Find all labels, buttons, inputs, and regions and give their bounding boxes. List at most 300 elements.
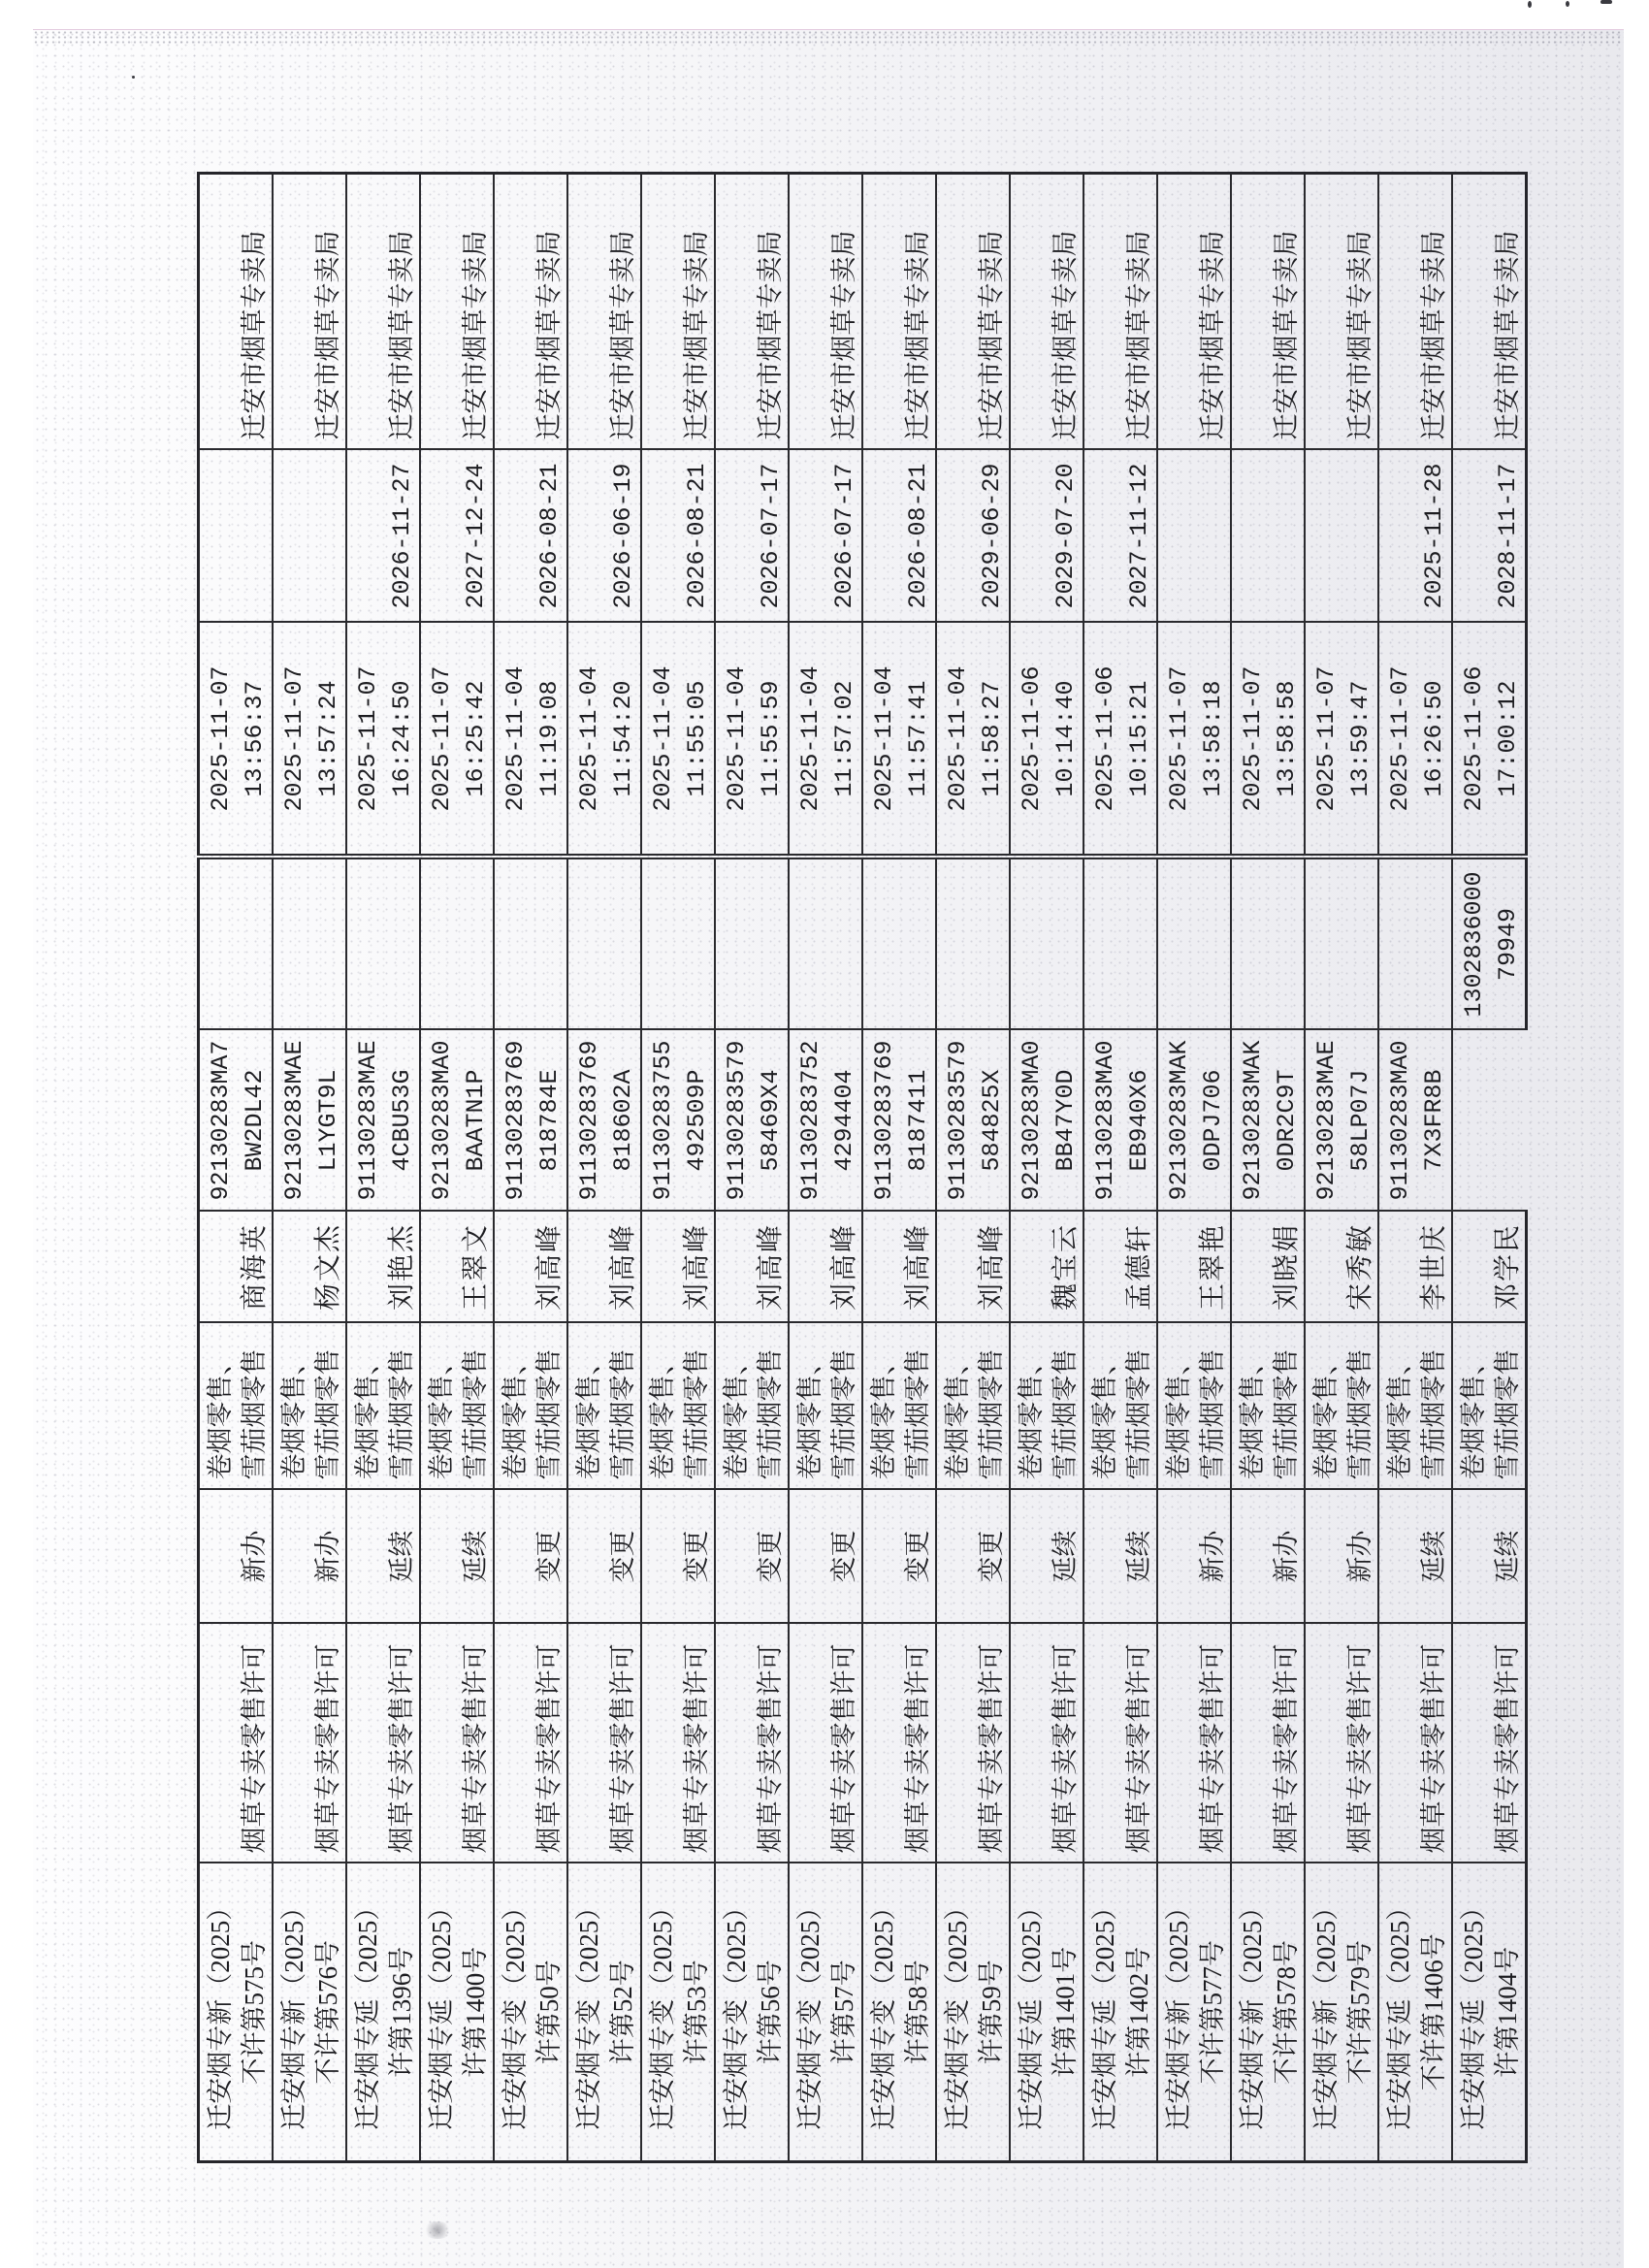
application-type-cell (273, 1490, 346, 1624)
expiry-date-cell (789, 450, 862, 623)
business-scope-cell (494, 1323, 567, 1490)
other-id-cell (715, 858, 789, 1030)
decision-clock: 16:25:42 (462, 680, 490, 797)
other-id-cell (862, 858, 936, 1030)
application-type: 延续 (387, 1530, 416, 1583)
business-scope-line1: 卷烟零售、 (1164, 1348, 1193, 1480)
other-id-cell (789, 858, 862, 1030)
permit-number-line1: 迁安烟专新（2025） (1238, 1894, 1267, 2130)
business-scope-cell (1083, 1323, 1157, 1490)
permit-number-cell (346, 1863, 420, 2162)
table-row (789, 174, 862, 2162)
permit-category: 烟草专卖零售许可 (461, 1643, 490, 1854)
permit-number-cell (1305, 1863, 1378, 2162)
holder-name: 刘高峰 (682, 1223, 712, 1312)
holder-name-cell (494, 1212, 567, 1323)
authority-cell (1231, 174, 1305, 450)
permit-number-cell (1231, 1863, 1305, 2162)
credit-code-cell (273, 1030, 346, 1212)
credit-code-line2: BB47Y0D (1051, 1069, 1080, 1172)
permit-number-line1: 迁安烟专延（2025） (1459, 1894, 1488, 2130)
business-scope-cell (1378, 1323, 1452, 1490)
application-type-cell (1010, 1490, 1083, 1624)
expiry-date-cell (346, 450, 420, 623)
other-id-cell (1452, 858, 1527, 1030)
permit-number-cell (1157, 1863, 1231, 2162)
holder-name: 刘高峰 (977, 1223, 1007, 1312)
application-type-cell (641, 1490, 715, 1624)
permit-number-line1: 迁安烟专延（2025） (1017, 1894, 1046, 2130)
application-type-cell (199, 1490, 274, 1624)
credit-code-cell (715, 1030, 789, 1212)
expiry-date: 2026-07-17 (757, 463, 785, 609)
business-scope-cell (1452, 1323, 1527, 1490)
decision-time-cell (1231, 623, 1305, 858)
expiry-date (200, 451, 238, 622)
decision-time-cell (420, 623, 494, 858)
decision-time-cell (199, 623, 274, 858)
application-type-cell (862, 1490, 936, 1624)
permit-number-line2: 许第58号 (903, 1960, 932, 2065)
expiry-date-cell (1452, 450, 1527, 623)
credit-code-line2: 818784E (535, 1069, 564, 1172)
other-id-cell (1378, 858, 1452, 1030)
application-type-cell (936, 1490, 1010, 1624)
credit-code-line1: 91130283MAE (354, 1040, 382, 1201)
application-type: 延续 (461, 1530, 490, 1583)
authority-cell (936, 174, 1010, 450)
decision-time-cell (641, 623, 715, 858)
business-scope-line1: 卷烟零售、 (427, 1348, 456, 1480)
credit-code-line1: 91130283769 (501, 1040, 530, 1201)
decision-clock: 16:24:50 (388, 680, 416, 797)
other-id-cell (420, 858, 494, 1030)
holder-name: 王翠文 (461, 1223, 491, 1312)
decision-date: 2025-11-07 (1386, 665, 1414, 812)
expiry-date-cell (273, 450, 346, 623)
business-scope-line2: 雪茄烟零售 (1345, 1348, 1374, 1480)
business-scope-cell (789, 1323, 862, 1490)
other-id-cell (1083, 858, 1157, 1030)
permit-category: 烟草专卖零售许可 (240, 1643, 269, 1854)
authority: 迁安市烟草专卖局 (313, 230, 342, 440)
holder-name-cell (1378, 1212, 1452, 1323)
expiry-date: 2027-11-12 (1125, 463, 1153, 609)
credit-code-line2: BW2DL42 (241, 1069, 269, 1172)
credit-code-line1: 92130283MA0 (428, 1040, 456, 1201)
business-scope-line2: 雪茄烟零售 (461, 1348, 490, 1480)
permit-number-line1: 迁安烟专新（2025） (1311, 1894, 1341, 2130)
application-type: 新办 (240, 1530, 269, 1583)
decision-clock: 11:57:02 (830, 680, 858, 797)
permit-category: 烟草专卖零售许可 (1272, 1643, 1301, 1854)
scan-speck (1600, 0, 1612, 4)
authority: 迁安市烟草专卖局 (461, 230, 490, 440)
permit-number-cell (273, 1863, 346, 2162)
authority-cell (494, 174, 567, 450)
application-type: 新办 (1198, 1530, 1227, 1583)
business-scope-line2: 雪茄烟零售 (240, 1348, 269, 1480)
permit-category: 烟草专卖零售许可 (682, 1643, 711, 1854)
permit-category: 烟草专卖零售许可 (608, 1643, 637, 1854)
authority: 迁安市烟草专卖局 (903, 230, 932, 440)
business-scope-cell (420, 1323, 494, 1490)
permit-category: 烟草专卖零售许可 (1345, 1643, 1374, 1854)
decision-time-cell (862, 623, 936, 858)
permit-category: 烟草专卖零售许可 (534, 1643, 564, 1854)
scan-top-band (33, 29, 1624, 44)
holder-name: 刘高峰 (903, 1223, 933, 1312)
application-type: 新办 (1272, 1530, 1301, 1583)
holder-name-cell (641, 1212, 715, 1323)
credit-code-line1: 91130283752 (796, 1040, 824, 1201)
credit-code-cell (1305, 1030, 1378, 1212)
business-scope-line2: 雪茄烟零售 (387, 1348, 416, 1480)
permit-number-cell (494, 1863, 567, 2162)
expiry-date-cell (1083, 450, 1157, 623)
application-type-cell (789, 1490, 862, 1624)
other-id-cell (1157, 858, 1231, 1030)
other-id-cell (1231, 858, 1305, 1030)
authority: 迁安市烟草专卖局 (608, 230, 637, 440)
business-scope-line2: 雪茄烟零售 (1272, 1348, 1301, 1480)
permit-category: 烟草专卖零售许可 (756, 1643, 785, 1854)
permit-category: 烟草专卖零售许可 (1051, 1643, 1080, 1854)
credit-code-cell (936, 1030, 1010, 1212)
expiry-date-cell (199, 450, 274, 623)
credit-code-cell (1083, 1030, 1157, 1212)
decision-clock: 11:54:20 (609, 680, 637, 797)
permit-number-line2: 不许第1406号 (1419, 1933, 1448, 2091)
table-row (1378, 174, 1452, 2162)
decision-date: 2025-11-07 (428, 665, 456, 812)
expiry-date: 2025-11-28 (1420, 463, 1448, 609)
credit-code-cell (199, 1030, 274, 1212)
holder-name: 邓学民 (1493, 1223, 1523, 1312)
application-type: 延续 (1419, 1530, 1448, 1583)
authority-cell (862, 174, 936, 450)
other-id-line1: 1302836000 (1460, 871, 1488, 1018)
expiry-date-cell (1305, 450, 1378, 623)
credit-code-line2: EB940X6 (1125, 1069, 1153, 1172)
application-type-cell (715, 1490, 789, 1624)
business-scope-line2: 雪茄烟零售 (608, 1348, 637, 1480)
business-scope-line2: 雪茄烟零售 (1198, 1348, 1227, 1480)
application-type: 变更 (608, 1530, 637, 1583)
business-scope-line1: 卷烟零售、 (795, 1348, 824, 1480)
credit-code-cell (1157, 1030, 1231, 1212)
authority: 迁安市烟草专卖局 (387, 230, 416, 440)
business-scope-cell (715, 1323, 789, 1490)
permit-category-cell (1452, 1624, 1527, 1863)
other-id-cell (273, 858, 346, 1030)
holder-name-cell (1231, 1212, 1305, 1323)
decision-date: 2025-11-07 (1165, 665, 1193, 812)
expiry-date-cell (715, 450, 789, 623)
application-type-cell (567, 1490, 641, 1624)
permit-category-cell (936, 1624, 1010, 1863)
authority: 迁安市烟草专卖局 (1419, 230, 1448, 440)
permit-number-line2: 许第1404号 (1493, 1946, 1522, 2078)
business-scope-line1: 卷烟零售、 (722, 1348, 751, 1480)
permit-category: 烟草专卖零售许可 (1493, 1643, 1522, 1854)
permit-category-cell (1231, 1624, 1305, 1863)
decision-time-cell (346, 623, 420, 858)
other-id-cell (346, 858, 420, 1030)
business-scope-cell (567, 1323, 641, 1490)
credit-code-line1: 92130283MAK (1239, 1040, 1267, 1201)
table-row (936, 174, 1010, 2162)
decision-date: 2025-11-04 (649, 665, 677, 812)
holder-name: 刘高峰 (608, 1223, 638, 1312)
application-type: 变更 (903, 1530, 932, 1583)
permit-number-line1: 迁安烟专延（2025） (427, 1894, 456, 2130)
credit-code-line2: L1YGT9L (314, 1069, 342, 1172)
business-scope-line1: 卷烟零售、 (574, 1348, 603, 1480)
expiry-date: 2026-08-21 (904, 463, 932, 609)
application-type: 变更 (682, 1530, 711, 1583)
decision-clock: 13:58:18 (1199, 680, 1227, 797)
decision-clock: 11:57:41 (904, 680, 932, 797)
permit-category-cell (1010, 1624, 1083, 1863)
permit-number-line1: 迁安烟专延（2025） (353, 1894, 382, 2130)
decision-date: 2025-11-04 (944, 665, 972, 812)
permit-number-line1: 迁安烟专变（2025） (869, 1894, 898, 2130)
holder-name-cell (1305, 1212, 1378, 1323)
permit-category-cell (641, 1624, 715, 1863)
permit-number-cell (1083, 1863, 1157, 2162)
authority: 迁安市烟草专卖局 (534, 230, 564, 440)
authority-cell (567, 174, 641, 450)
credit-code-line1: 91130283769 (575, 1040, 603, 1201)
permit-number-line2: 不许第579号 (1345, 1940, 1374, 2085)
expiry-date-cell (567, 450, 641, 623)
business-scope-line2: 雪茄烟零售 (1051, 1348, 1080, 1480)
other-id-cell (936, 858, 1010, 1030)
permit-number-line2: 许第56号 (756, 1960, 785, 2065)
decision-clock: 10:14:40 (1051, 680, 1080, 797)
permit-number-line2: 许第53号 (682, 1960, 711, 2065)
holder-name-cell (1157, 1212, 1231, 1323)
other-id-cell (1010, 858, 1083, 1030)
permit-category-cell (715, 1624, 789, 1863)
business-scope-cell (1157, 1323, 1231, 1490)
business-scope-line1: 卷烟零售、 (1459, 1348, 1488, 1480)
other-id-cell (494, 858, 567, 1030)
decision-date: 2025-11-04 (723, 665, 751, 812)
permit-number-cell (789, 1863, 862, 2162)
permit-category: 烟草专卖零售许可 (387, 1643, 416, 1854)
credit-code-line2: 584825X (978, 1069, 1006, 1172)
decision-clock: 17:00:12 (1494, 680, 1522, 797)
permit-number-line1: 迁安烟专变（2025） (648, 1894, 677, 2130)
credit-code-cell (862, 1030, 936, 1212)
holder-name-cell (936, 1212, 1010, 1323)
authority: 迁安市烟草专卖局 (977, 230, 1006, 440)
holder-name-cell (273, 1212, 346, 1323)
permit-number-line2: 许第1401号 (1051, 1946, 1080, 2078)
credit-code-line2: 58LP07J (1346, 1069, 1374, 1172)
expiry-date-cell (641, 450, 715, 623)
expiry-date (1306, 451, 1343, 622)
permit-category-cell (494, 1624, 567, 1863)
business-scope-cell (199, 1323, 274, 1490)
business-scope-line2: 雪茄烟零售 (313, 1348, 342, 1480)
credit-code-line2: 0DR2C9T (1273, 1069, 1301, 1172)
application-type-cell (1231, 1490, 1305, 1624)
credit-code-line1: 91130283579 (944, 1040, 972, 1201)
license-table-rotated (197, 175, 1523, 2163)
holder-name-cell (862, 1212, 936, 1323)
decision-date: 2025-11-06 (1460, 665, 1488, 812)
permit-category-cell (862, 1624, 936, 1863)
table-row (1305, 174, 1378, 2162)
permit-number-line2: 许第57号 (829, 1960, 858, 2065)
decision-date: 2025-11-07 (1239, 665, 1267, 812)
business-scope-cell (346, 1323, 420, 1490)
business-scope-line2: 雪茄烟零售 (903, 1348, 932, 1480)
table-row (494, 174, 567, 2162)
expiry-date-cell (494, 450, 567, 623)
application-type: 变更 (829, 1530, 858, 1583)
application-type: 延续 (1051, 1530, 1080, 1583)
authority: 迁安市烟草专卖局 (756, 230, 785, 440)
permit-category-cell (1157, 1624, 1231, 1863)
application-type-cell (346, 1490, 420, 1624)
application-type-cell (1378, 1490, 1452, 1624)
permit-number-line2: 许第59号 (977, 1960, 1006, 2065)
permit-number-line1: 迁安烟专变（2025） (795, 1894, 824, 2130)
holder-name: 刘高峰 (756, 1223, 786, 1312)
decision-date: 2025-11-06 (1091, 665, 1119, 812)
other-id-cell (1305, 858, 1378, 1030)
scan-speck (1566, 1, 1569, 7)
decision-time-cell (273, 623, 346, 858)
permit-number-cell (936, 1863, 1010, 2162)
application-type: 延续 (1493, 1530, 1522, 1583)
business-scope-line1: 卷烟零售、 (1311, 1348, 1341, 1480)
expiry-date: 2029-06-29 (978, 463, 1006, 609)
credit-code-line2: 7X3FR8B (1420, 1069, 1448, 1172)
authority-cell (420, 174, 494, 450)
application-type-cell (420, 1490, 494, 1624)
credit-code-cell (641, 1030, 715, 1212)
business-scope-line2: 雪茄烟零售 (829, 1348, 858, 1480)
business-scope-line2: 雪茄烟零售 (534, 1348, 564, 1480)
authority: 迁安市烟草专卖局 (1198, 230, 1227, 440)
permit-category-cell (1378, 1624, 1452, 1863)
holder-name: 杨文杰 (313, 1223, 343, 1312)
permit-number-line1: 迁安烟专延（2025） (1385, 1894, 1414, 2130)
permit-number-line2: 许第50号 (534, 1960, 564, 2065)
expiry-date: 2029-07-20 (1051, 463, 1080, 609)
business-scope-line1: 卷烟零售、 (1385, 1348, 1414, 1480)
permit-number-line2: 许第1400号 (461, 1946, 490, 2078)
permit-category: 烟草专卖零售许可 (1198, 1643, 1227, 1854)
permit-category-cell (567, 1624, 641, 1863)
permit-category: 烟草专卖零售许可 (1124, 1643, 1153, 1854)
expiry-date-cell (1231, 450, 1305, 623)
credit-code-line1: 92130283MAE (1312, 1040, 1341, 1201)
authority-cell (273, 174, 346, 450)
expiry-date-cell (1010, 450, 1083, 623)
authority: 迁安市烟草专卖局 (682, 230, 711, 440)
permit-category-cell (273, 1624, 346, 1863)
decision-clock: 10:15:21 (1125, 680, 1153, 797)
holder-name: 王翠艳 (1198, 1223, 1228, 1312)
credit-code-line1: 91130283755 (649, 1040, 677, 1201)
table-row (1083, 174, 1157, 2162)
business-scope-line2: 雪茄烟零售 (1493, 1348, 1522, 1480)
business-scope-cell (273, 1323, 346, 1490)
business-scope-line2: 雪茄烟零售 (977, 1348, 1006, 1480)
credit-code-cell (1452, 1030, 1527, 1212)
business-scope-line1: 卷烟零售、 (279, 1348, 308, 1480)
holder-name: 刘晓娟 (1272, 1223, 1302, 1312)
table-row (1157, 174, 1231, 2162)
holder-name: 刘高峰 (534, 1223, 565, 1312)
permit-number-line1: 迁安烟专新（2025） (279, 1894, 308, 2130)
decision-time-cell (1452, 623, 1527, 858)
table-row (420, 174, 494, 2162)
credit-code-line1: 92130283MA0 (1018, 1040, 1046, 1201)
permit-category: 烟草专卖零售许可 (903, 1643, 932, 1854)
decision-time-cell (1010, 623, 1083, 858)
other-id-line2: 79949 (1494, 908, 1522, 982)
authority: 迁安市烟草专卖局 (1051, 230, 1080, 440)
decision-clock: 11:58:27 (978, 680, 1006, 797)
credit-code-line2: 58469X4 (757, 1069, 785, 1172)
permit-number-line2: 许第52号 (608, 1960, 637, 2065)
authority-cell (715, 174, 789, 450)
credit-code-line1: 92130283MAE (280, 1040, 308, 1201)
permit-category-cell (346, 1624, 420, 1863)
decision-date: 2025-11-07 (280, 665, 308, 812)
authority: 迁安市烟草专卖局 (1345, 230, 1374, 440)
permit-number-line1: 迁安烟专延（2025） (1090, 1894, 1119, 2130)
other-id-cell (199, 858, 274, 1030)
holder-name-cell (567, 1212, 641, 1323)
table-row (273, 174, 346, 2162)
holder-name-cell (1452, 1212, 1527, 1323)
permit-category: 烟草专卖零售许可 (313, 1643, 342, 1854)
credit-code-line2: 8187411 (904, 1069, 932, 1172)
permit-number-cell (715, 1863, 789, 2162)
credit-code-line1: 91130283579 (723, 1040, 751, 1201)
decision-clock: 13:58:58 (1273, 680, 1301, 797)
permit-category-cell (1305, 1624, 1378, 1863)
business-scope-cell (1010, 1323, 1083, 1490)
application-type: 延续 (1124, 1530, 1153, 1583)
expiry-date: 2028-11-17 (1494, 463, 1522, 609)
business-scope-line1: 卷烟零售、 (943, 1348, 972, 1480)
decision-time-cell (1378, 623, 1452, 858)
scan-speck (1528, 1, 1532, 8)
permit-category-cell (1083, 1624, 1157, 1863)
scan-smudge (423, 2221, 452, 2239)
permit-category: 烟草专卖零售许可 (1419, 1643, 1448, 1854)
permit-number-cell (199, 1863, 274, 2162)
credit-code-line1: 91130283MA0 (1386, 1040, 1414, 1201)
credit-code-cell (789, 1030, 862, 1212)
expiry-date (1158, 451, 1196, 622)
application-type-cell (1452, 1490, 1527, 1624)
permit-number-line1: 迁安烟专变（2025） (574, 1894, 603, 2130)
license-table (197, 172, 1528, 2163)
credit-code-cell (1378, 1030, 1452, 1212)
permit-number-line2: 不许第578号 (1272, 1940, 1301, 2085)
credit-code-line2: 4CBU53G (388, 1069, 416, 1172)
